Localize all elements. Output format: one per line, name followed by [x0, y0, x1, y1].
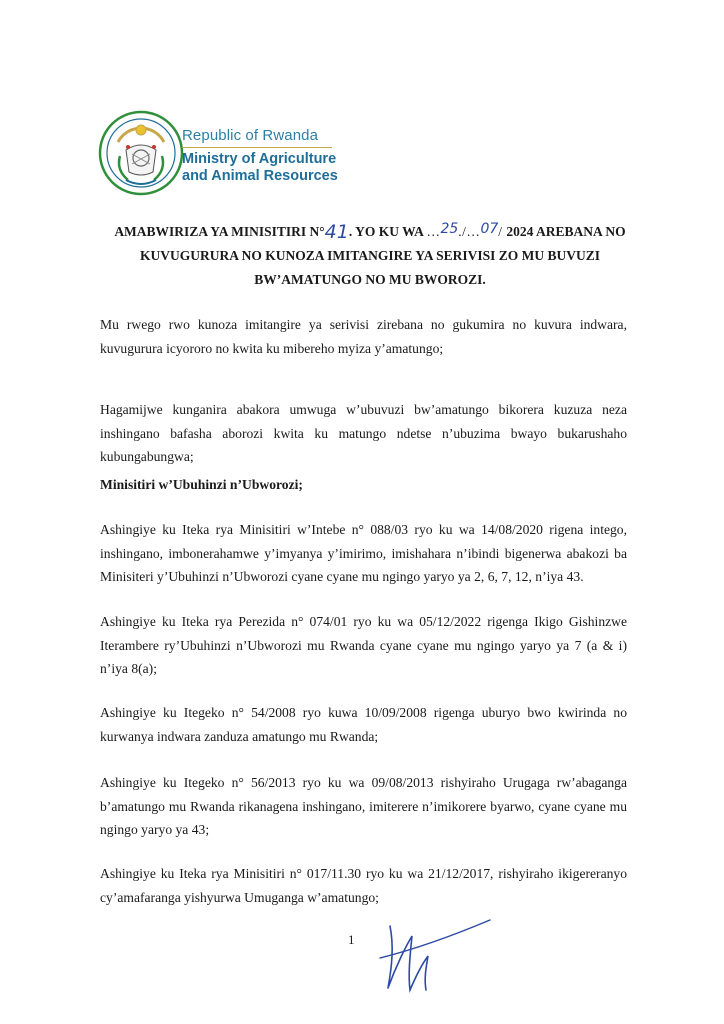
paragraph: Ashingiye ku Iteka rya Minisitiri w’Intebe n° 088/03 ryo ku wa 14/08/2020 rigena intego, inshingano, imbonerahamwe y’imyanya y’imirimo, imishahara n’ibindi bigenerwa abakozi ba Minisiteri y’Ubuhinzi n’Ubworozi cyane cyane mu ngingo yaryo ya 2, 6, 7, 12, n’iya 43.: [100, 522, 627, 584]
ministry-header: [98, 110, 358, 200]
date-dots: ./…: [458, 224, 481, 239]
handwritten-day: 25: [440, 221, 459, 237]
date-dots: …: [426, 224, 441, 239]
title-part3: 2024 AREBANA NO KUVUGURURA NO KUNOZA IMITANGIRE YA SERIVISI ZO MU BUVUZI BW’AMATUNGO NO MU BWOROZI.: [139, 224, 626, 287]
handwritten-number: 41: [324, 221, 349, 243]
org-ministry-line2: and Animal Resources: [182, 168, 338, 184]
rwanda-seal-logo: [98, 110, 184, 196]
handwritten-month: 07: [480, 221, 499, 237]
date-dots: /: [498, 224, 507, 239]
paragraph: Ashingiye ku Iteka rya Minisitiri n° 017/11.30 ryo ku wa 21/12/2017, rishyiraho ikigereranyo cy’amafaranga yishyurwa Umuganga w’amatungo;: [100, 866, 627, 905]
paragraph: Mu rwego rwo kunoza imitangire ya serivisi zirebana no gukumira no kuvura indwara, kuvugurura icyororo no kwita ku mibereho myiza y’amatungo;: [100, 317, 627, 356]
title-part2: . YO KU WA: [348, 224, 424, 239]
minister-heading: Minisitiri w’Ubuhinzi n’Ubworozi;: [100, 477, 303, 492]
page-number: 1: [348, 932, 355, 947]
org-country: Republic of Rwanda: [182, 127, 319, 144]
org-divider: [182, 147, 332, 148]
ministry-name: [182, 127, 338, 185]
document-title: [100, 217, 640, 292]
paragraph: Ashingiye ku Itegeko n° 56/2013 ryo ku wa 09/08/2013 rishyiraho Urugaga rw’abaganga b’amatungo mu Rwanda rikanagena inshingano, imiterere n’imikorere byarwo, cyane cyane mu ngingo yaryo ya 43;: [100, 775, 627, 837]
org-ministry-line1: Ministry of Agriculture: [182, 151, 337, 167]
paragraph: Hagamijwe kunganira abakora umwuga w’ubuvuzi bw’amatungo bikorera kuzuza neza inshingano bafasha aborozi kwita ku matungo ndetse n’ubuzima bwayo bukarushaho kubungabungwa;: [100, 402, 627, 464]
paragraph: Ashingiye ku Iteka rya Perezida n° 074/01 ryo ku wa 05/12/2022 rigenga Ikigo Gishinzwe Iterambere ry’Ubuhinzi n’Ubworozi mu Rwanda cyane cyane mu ngingo yaryo ya 7 (a & i) n’iya 8(a);: [100, 614, 627, 676]
paragraph: Ashingiye ku Itegeko n° 54/2008 ryo kuwa 10/09/2008 rigenga uburyo bwo kwirinda no kurwanya indwara zanduza amatungo mu Rwanda;: [100, 705, 627, 744]
handwritten-signature: [372, 906, 492, 996]
title-part1: AMABWIRIZA YA MINISITIRI N°: [114, 224, 325, 239]
